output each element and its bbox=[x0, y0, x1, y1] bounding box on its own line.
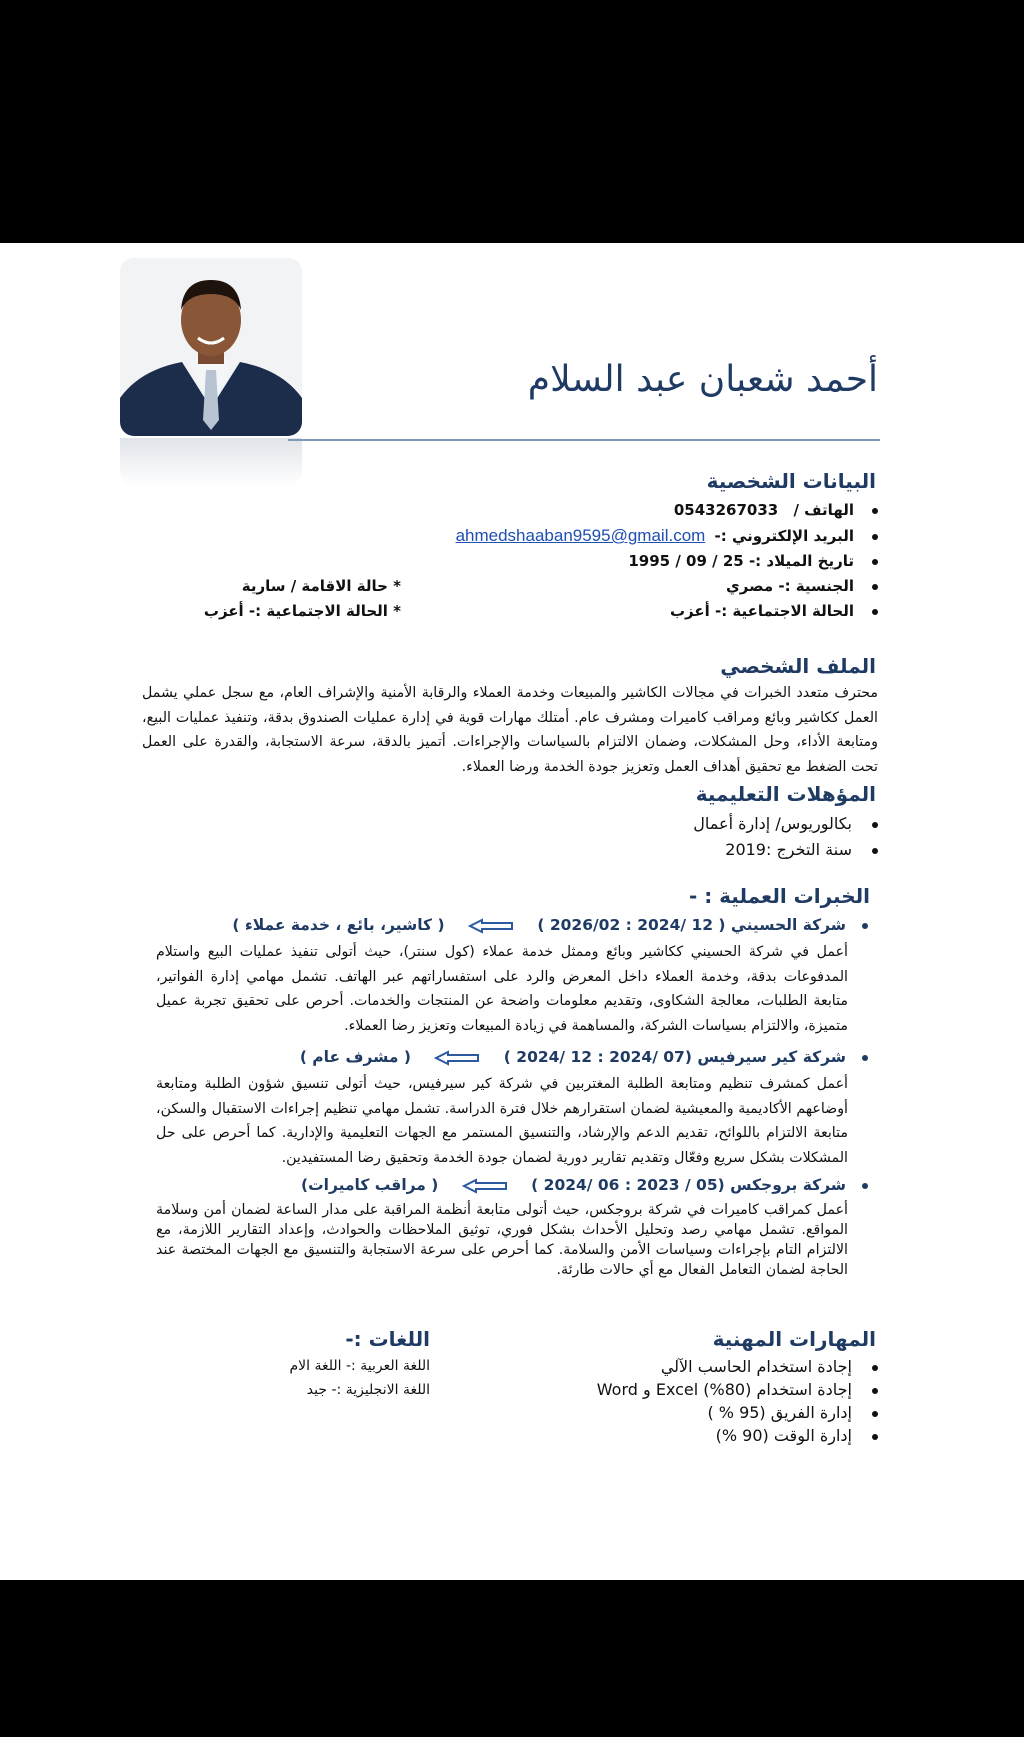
phone-item bbox=[674, 501, 878, 519]
marital-status: الحالة الاجتماعية :- أعزب bbox=[669, 602, 854, 620]
degree: بكالوريوس/ إدارة أعمال bbox=[693, 814, 852, 833]
skills-heading: المهارات المهنية bbox=[712, 1327, 876, 1351]
email-link[interactable]: ahmedshaaban9595@gmail.com bbox=[455, 526, 706, 545]
arrow-left-icon bbox=[434, 1050, 480, 1066]
experience-heading: الخبرات العملية : - bbox=[688, 884, 870, 908]
job-desc-2: أعمل كمشرف تنظيم ومتابعة الطلبة المغتربين في شركة كير سيرفيس، حيث أتولى تنسيق شؤون الطلبة ومتابعة أوضاعهم الأكاديمية والمعيشية لضمان استقرارهم خلال فترة الدراسة. تشمل مهامي تنظيم إجراءات الاستقبال والسكن، متابعة الالتزام باللوائح، تقديم الدعم والإرشاد، والتنسيق المستمر مع الجهات التعليمية والإدارية. كما أحرص على حل المشكلات بشكل سريع وفعّال وتقديم تقارير دورية لضمان جودة الخدمة وتحقيق رضا المستفيدين. bbox=[156, 1076, 848, 1166]
residency-status: * حالة الاقامة / سارية bbox=[241, 577, 401, 595]
skill-item bbox=[661, 1357, 878, 1376]
birth-item bbox=[628, 552, 878, 570]
skill-text: إجادة استخدام الحاسب الآلي bbox=[660, 1357, 852, 1376]
job-role-2: ( مشرف عام ) bbox=[299, 1048, 411, 1066]
job-role-3: ( مراقب كاميرات) bbox=[301, 1176, 439, 1194]
degree-item bbox=[693, 814, 878, 833]
job-company-2: شركة كير سيرفيس (07 /2024 : 12 /2024 ) bbox=[503, 1048, 846, 1066]
job-desc-1: أعمل في شركة الحسيني ككاشير وبائع وممثل خدمة عملاء (كول سنتر)، حيث أتولى تنفيذ عمليات البيع واستلام المدفوعات بدقة، وخدمة العملاء داخل المعرض والرد على استفساراتهم عبر الهاتف. تشمل مهامي إدارة الفواتير، متابعة الطلبات، معالجة الشكاوى، وتقديم معلومات واضحة عن المنتجات والخدمات. أحرص على تحقيق تجربة عميل متميزة، والالتزام بسياسات الشركة، والمساهمة في زيادة المبيعات وتعزيز رضا العملاء. bbox=[156, 944, 848, 1034]
email-label: البريد الإلكتروني :- bbox=[714, 527, 854, 545]
skill-text: إدارة الوقت (90 %) bbox=[715, 1426, 852, 1445]
phone-value: 0543267033 bbox=[673, 501, 779, 519]
language-item: اللغة الانجليزية :- جيد bbox=[306, 1382, 430, 1398]
skill-item bbox=[716, 1426, 878, 1445]
skill-item bbox=[707, 1403, 878, 1422]
job-title-2 bbox=[300, 1048, 868, 1066]
nationality: الجنسية :- مصري bbox=[725, 577, 854, 595]
job-company-3: شركة بروجكس (05 / 2023 : 06 /2024 ) bbox=[531, 1176, 846, 1194]
phone-label: الهاتف / bbox=[793, 501, 854, 519]
header-divider bbox=[288, 439, 880, 441]
job-title-1 bbox=[232, 916, 868, 934]
cv-page bbox=[0, 243, 1024, 1580]
job-desc-3: أعمل كمراقب كاميرات في شركة بروجكس، حيث أتولى متابعة أنظمة المراقبة على مدار الساعة لضمان أمن وسلامة المواقع. تشمل مهامي رصد وتحليل الأحداث بشكل فوري، توثيق الملاحظات والحوادث، وإعداد التقارير اللازمة، مع الالتزام التام بإجراءات وسياسات الأمن والسلامة. كما أحرص على سرعة الاستجابة والتنسيق مع الجهات المختصة عند الحاجة لضمان التعامل الفعال مع أي حالات طارئة. bbox=[156, 1202, 848, 1278]
job-company-1: شركة الحسيني ( 12 /2024 : 2026/02 ) bbox=[537, 916, 846, 934]
person-name: أحمد شعبان عبد السلام bbox=[527, 359, 878, 400]
profile-text: محترف متعدد الخبرات في مجالات الكاشير والمبيعات وخدمة العملاء والرقابة الأمنية والإشراف العام، مع سجل عملي يشمل العمل ككاشير وبائع ومراقب كاميرات ومشرف عام. أمتلك مهارات قوية في إدارة عمليات الصندوق بدقة، وتنفيذ عمليات البيع، ومتابعة الأداء، وحل المشكلات، وضمان الالتزام بالسياسات والإجراءات. أتميز بالدقة، سرعة الاستجابة، والقدرة على العمل تحت الضغط مع تحقيق أهداف العمل وتعزيز جودة الخدمة ورضا العملاء. bbox=[142, 685, 878, 775]
arrow-left-icon bbox=[468, 918, 514, 934]
skill-text: إدارة الفريق (95 % ) bbox=[707, 1403, 852, 1422]
education-heading: المؤهلات التعليمية bbox=[695, 782, 876, 806]
personal-heading: البيانات الشخصية bbox=[706, 469, 876, 493]
language-item: اللغة العربية :- اللغة الام bbox=[289, 1358, 430, 1374]
skill-item bbox=[597, 1380, 878, 1399]
skill-text: إجادة استخدام (80%) Excel و Word bbox=[596, 1380, 852, 1399]
nationality-item bbox=[726, 577, 878, 595]
arrow-left-icon bbox=[462, 1178, 508, 1194]
marital-status-2: * الحالة الاجتماعية :- أعزب bbox=[203, 602, 401, 620]
birth-date: تاريخ الميلاد :- 25 / 09 / 1995 bbox=[628, 552, 854, 570]
email-item bbox=[456, 526, 878, 546]
photo-reflection bbox=[120, 438, 302, 486]
job-title-3 bbox=[301, 1176, 868, 1194]
graduation-item bbox=[725, 840, 878, 859]
profile-photo bbox=[120, 258, 302, 436]
languages-heading: اللغات :- bbox=[345, 1327, 430, 1351]
marital-item bbox=[670, 602, 878, 620]
profile-heading: الملف الشخصي bbox=[720, 654, 876, 678]
graduation-year: سنة التخرج :2019 bbox=[725, 840, 852, 859]
job-role-1: ( كاشير، بائع ، خدمة عملاء ) bbox=[232, 916, 445, 934]
